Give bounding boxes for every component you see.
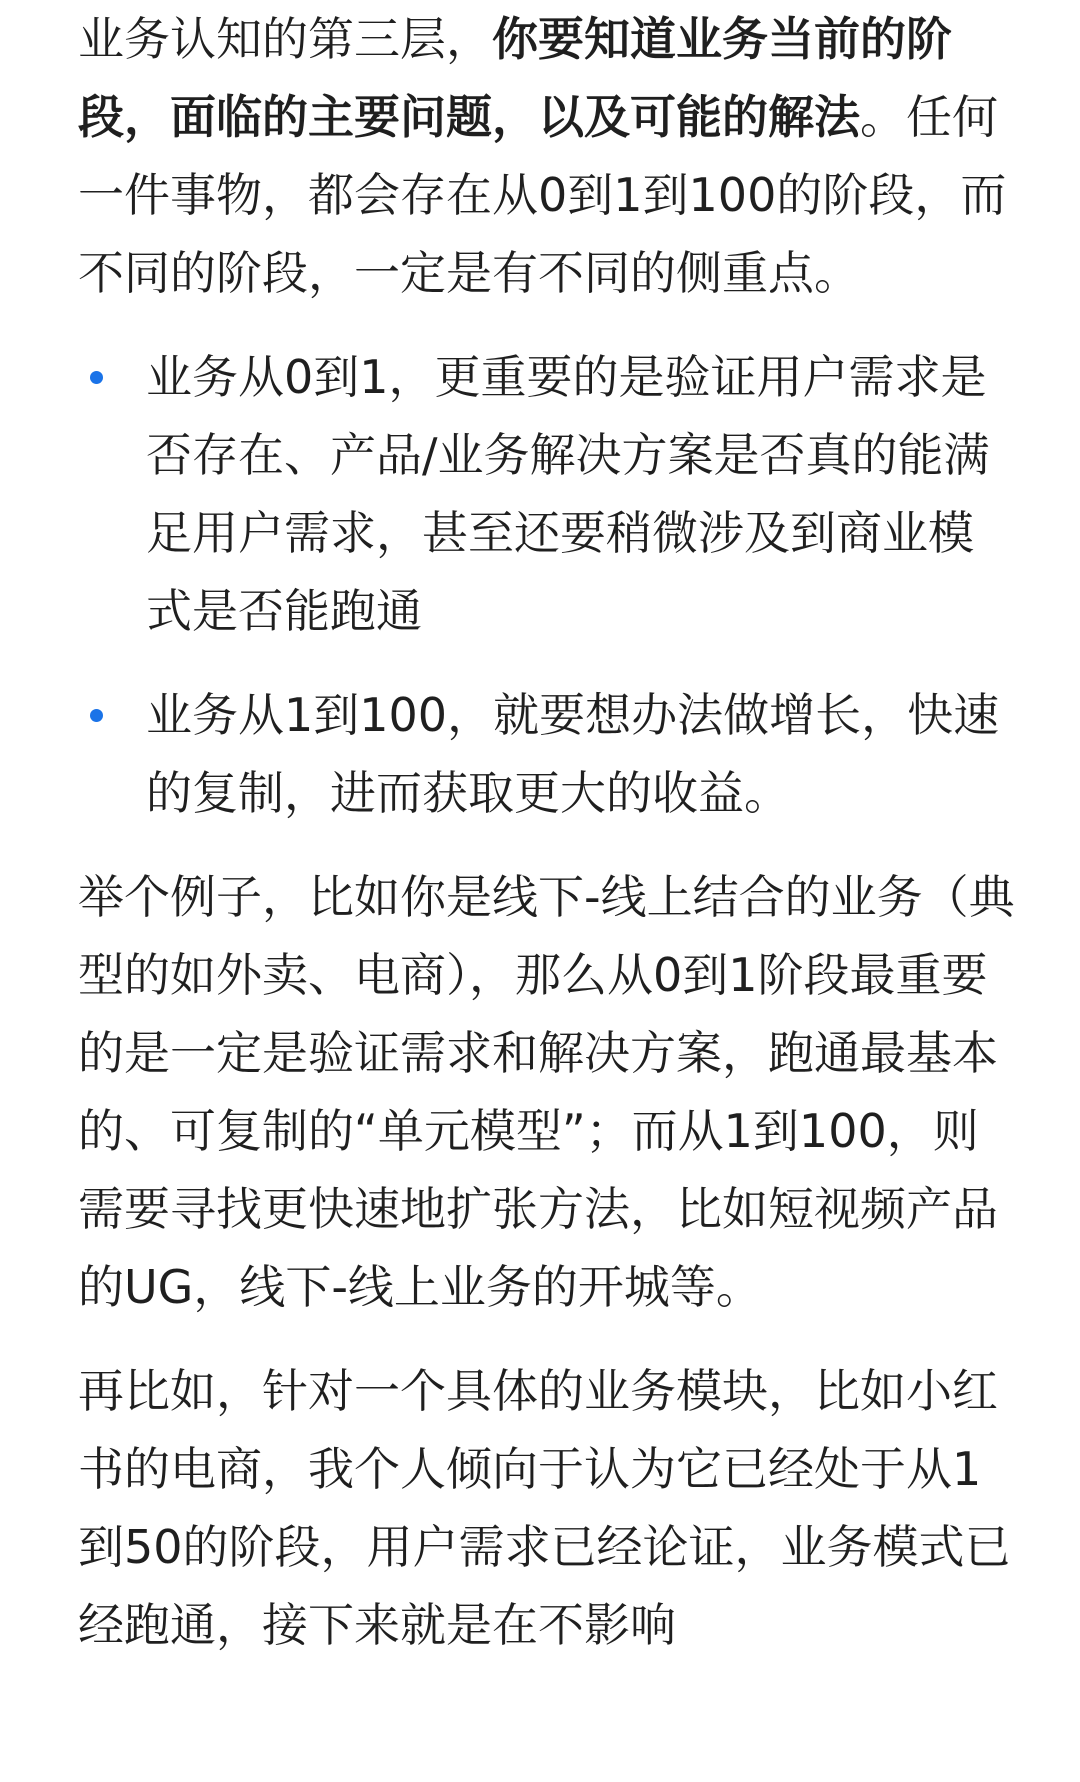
bullet-icon [90, 371, 103, 384]
paragraph-example-2: 再比如，针对一个具体的业务模块，比如小红书的电商，我个人倾向于认为它已经处于从1到50的阶段，用户需求已经论证，业务模式已经跑通，接下来就是在不影响 [78, 1364, 1011, 1652]
bullet-icon [90, 709, 103, 722]
list-item [78, 676, 1018, 832]
paragraph-text: 业务认知的第三层， [78, 12, 492, 66]
bullet-list [78, 338, 1018, 832]
list-item-text: 业务从1到100，就要想办法做增长，快速的复制，进而获取更大的收益。 [146, 688, 1000, 820]
emphasis-text: 你要知道业务当前的阶段，面临的主要问题，以及可能的解法 [78, 12, 952, 144]
paragraph-business-stage [78, 0, 1018, 312]
list-item [78, 338, 1018, 650]
paragraph-example: 举个例子，比如你是线下-线上结合的业务（典型的如外卖、电商），那么从0到1阶段最重要的是一定是验证需求和解决方案，跑通最基本的、可复制的“单元模型”；而从1到100，则需要寻找更快速地扩张方法，比如短视频产品的UG，线下-线上业务的开城等。 [78, 870, 1015, 1314]
article-body [78, 0, 1018, 1664]
list-item-text: 业务从0到1，更重要的是验证用户需求是否存在、产品/业务解决方案是否真的能满足用户需求，甚至还要稍微涉及到商业模式是否能跑通 [146, 350, 990, 638]
paragraph-text: 。任何一件事物，都会存在从0到1到100的阶段，而不同的阶段，一定是有不同的侧重点。 [78, 90, 1007, 300]
